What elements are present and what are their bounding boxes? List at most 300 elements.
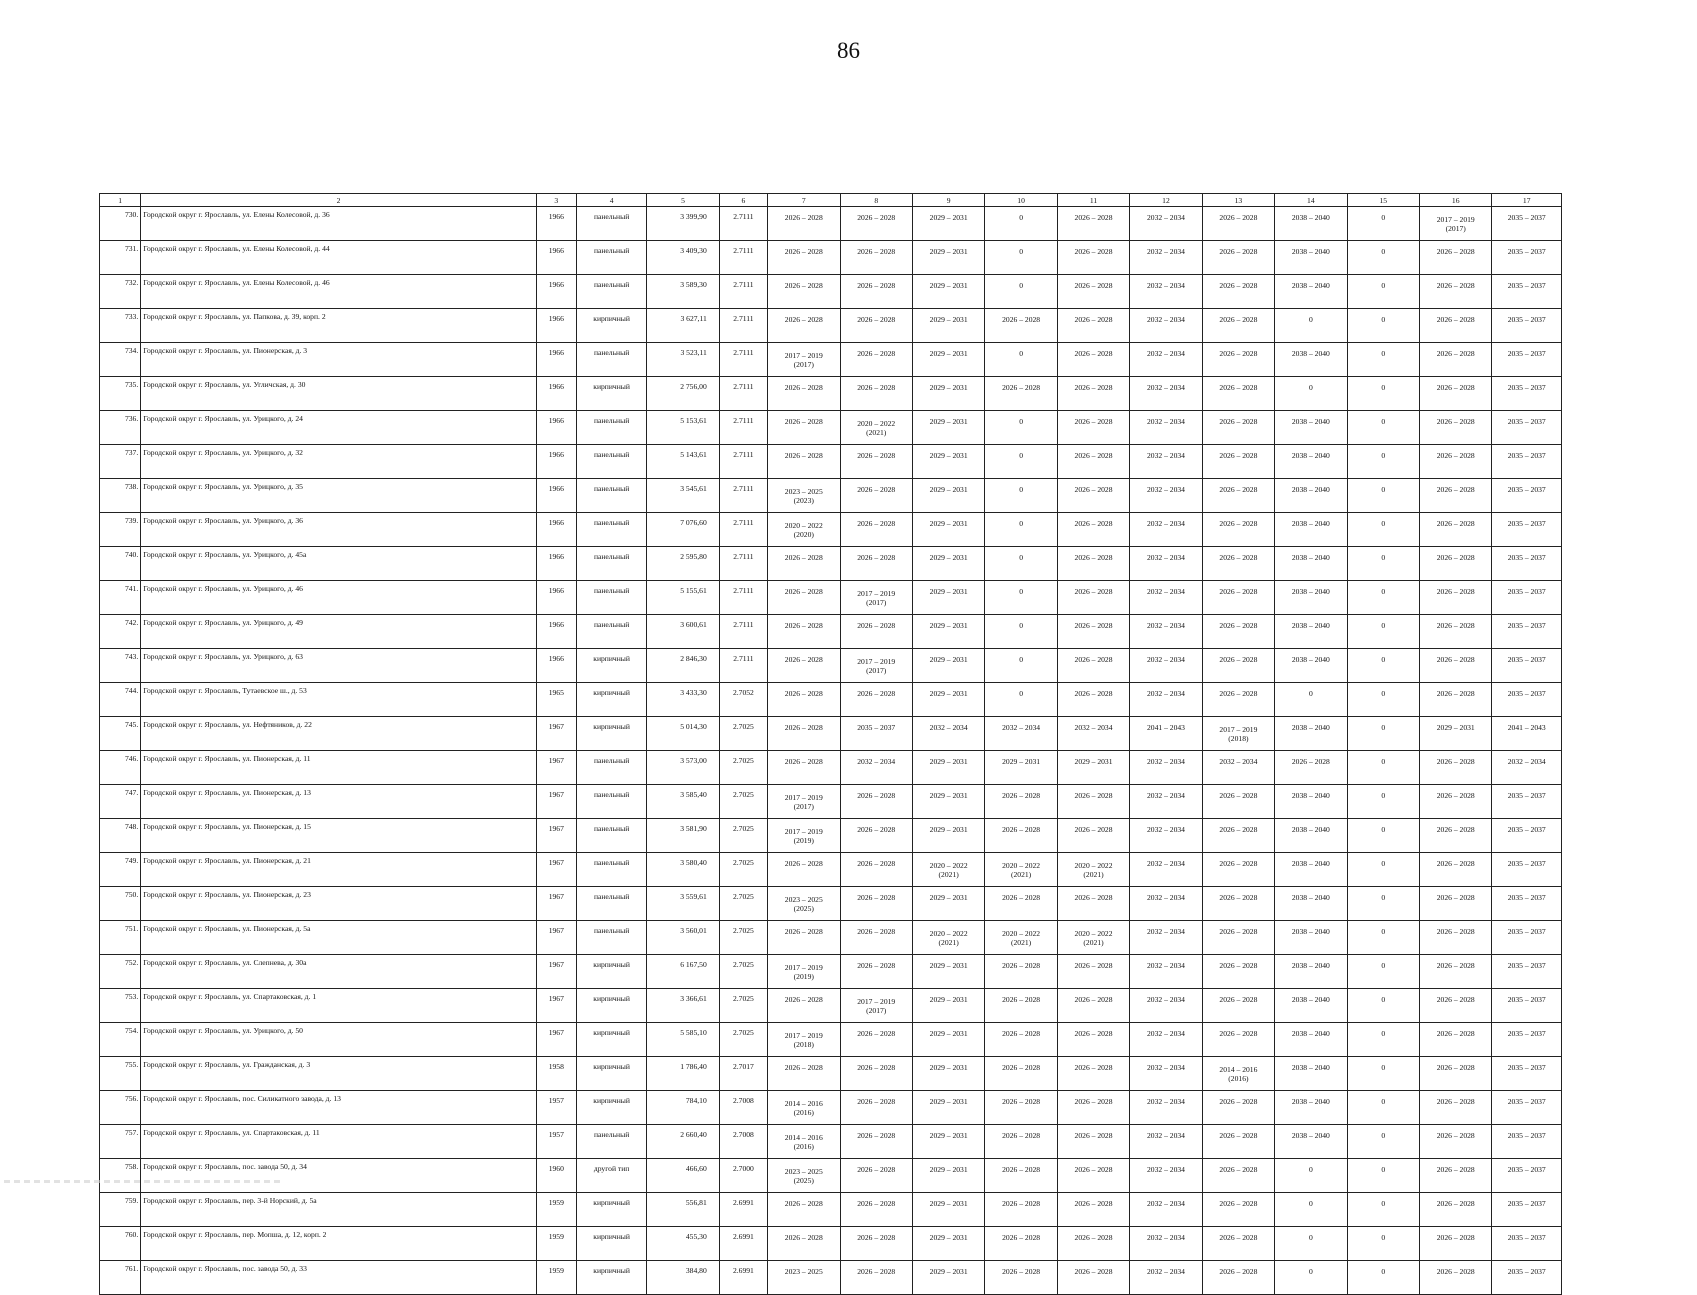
table-cell-col-3: 1966 [536, 275, 576, 309]
table-cell-col-13 [1202, 717, 1274, 751]
table-cell-col-10: 2026 – 2028 [985, 1261, 1057, 1295]
table-cell-col-15: 0 [1347, 1125, 1419, 1159]
table-cell-col-11: 2026 – 2028 [1057, 275, 1129, 309]
table-cell-col-1: 734. [100, 343, 141, 377]
table-cell-col-9: 2029 – 2031 [912, 683, 984, 717]
table-cell-col-9: 2029 – 2031 [912, 1091, 984, 1125]
table-cell-col-3: 1967 [536, 887, 576, 921]
table-row [100, 445, 1562, 479]
table-cell-col-13: 2026 – 2028 [1202, 615, 1274, 649]
table-cell-col-4: панельный [576, 615, 646, 649]
table-cell-col-15: 0 [1347, 751, 1419, 785]
table-row [100, 377, 1562, 411]
table-cell-col-5: 3 366,61 [647, 989, 719, 1023]
cell-actual-year: (2021) [1010, 869, 1032, 879]
table-cell-col-11: 2026 – 2028 [1057, 819, 1129, 853]
table-cell-col-3: 1966 [536, 479, 576, 513]
table-cell-col-9: 2029 – 2031 [912, 547, 984, 581]
table-cell-col-9: 2029 – 2031 [912, 445, 984, 479]
table-cell-col-5: 3 545,61 [647, 479, 719, 513]
table-cell-col-12: 2032 – 2034 [1130, 581, 1202, 615]
cell-period: 2023 – 2025 [784, 1166, 823, 1176]
table-cell-col-12: 2032 – 2034 [1130, 785, 1202, 819]
table-cell-col-8 [840, 411, 912, 445]
table-cell-col-5: 3 581,90 [647, 819, 719, 853]
table-cell-col-17: 2035 – 2037 [1492, 1193, 1562, 1227]
cell-actual-year: (2021) [1010, 937, 1032, 947]
table-cell-col-15: 0 [1347, 411, 1419, 445]
table-cell-col-4: кирпичный [576, 1057, 646, 1091]
column-header-14: 14 [1275, 194, 1347, 207]
table-cell-col-2: Городской округ г. Ярославль, ул. Урицкого, д. 50 [141, 1023, 536, 1057]
table-cell-col-4: панельный [576, 207, 646, 241]
table-cell-col-10: 2026 – 2028 [985, 309, 1057, 343]
table-cell-col-9: 2029 – 2031 [912, 513, 984, 547]
table-cell-col-12: 2032 – 2034 [1130, 513, 1202, 547]
table-cell-col-6: 2.7025 [719, 989, 767, 1023]
table-cell-col-6: 2.7025 [719, 785, 767, 819]
table-cell-col-13: 2026 – 2028 [1202, 921, 1274, 955]
table-cell-col-6: 2.7025 [719, 751, 767, 785]
table-cell-col-13 [1202, 1057, 1274, 1091]
table-row [100, 989, 1562, 1023]
table-cell-col-15: 0 [1347, 309, 1419, 343]
table-cell-col-1: 747. [100, 785, 141, 819]
table-cell-col-14: 2038 – 2040 [1275, 207, 1347, 241]
table-cell-col-11: 2026 – 2028 [1057, 207, 1129, 241]
table-cell-col-5: 3 409,30 [647, 241, 719, 275]
table-cell-col-11: 2032 – 2034 [1057, 717, 1129, 751]
table-cell-col-9: 2029 – 2031 [912, 887, 984, 921]
table-cell-col-1: 743. [100, 649, 141, 683]
table-row [100, 513, 1562, 547]
table-cell-col-4: панельный [576, 445, 646, 479]
table-cell-col-3: 1966 [536, 343, 576, 377]
column-header-12: 12 [1130, 194, 1202, 207]
table-cell-col-16: 2026 – 2028 [1420, 479, 1492, 513]
cell-period: 2023 – 2025 [784, 894, 823, 904]
table-cell-col-15: 0 [1347, 785, 1419, 819]
table-cell-col-4: другой тип [576, 1159, 646, 1193]
table-cell-col-9: 2029 – 2031 [912, 377, 984, 411]
table-cell-col-15: 0 [1347, 1261, 1419, 1295]
table-cell-col-17: 2035 – 2037 [1492, 207, 1562, 241]
table-row [100, 581, 1562, 615]
table-cell-col-10: 0 [985, 649, 1057, 683]
table-cell-col-3: 1966 [536, 445, 576, 479]
table-cell-col-6: 2.6991 [719, 1193, 767, 1227]
table-cell-col-17: 2035 – 2037 [1492, 1057, 1562, 1091]
table-cell-col-4: панельный [576, 751, 646, 785]
table-cell-col-8: 2026 – 2028 [840, 955, 912, 989]
table-cell-col-11: 2026 – 2028 [1057, 1193, 1129, 1227]
cell-period: 2020 – 2022 [1074, 928, 1113, 938]
table-cell-col-3: 1966 [536, 513, 576, 547]
column-header-9: 9 [912, 194, 984, 207]
table-cell-col-12: 2032 – 2034 [1130, 887, 1202, 921]
table-cell-col-2: Городской округ г. Ярославль, ул. Елены Колесовой, д. 44 [141, 241, 536, 275]
table-row [100, 819, 1562, 853]
table-cell-col-14: 2038 – 2040 [1275, 241, 1347, 275]
table-cell-col-14: 0 [1275, 1261, 1347, 1295]
table-cell-col-5: 3 627,11 [647, 309, 719, 343]
table-cell-col-13: 2026 – 2028 [1202, 1091, 1274, 1125]
table-row [100, 751, 1562, 785]
table-cell-col-1: 738. [100, 479, 141, 513]
table-cell-col-10: 2026 – 2028 [985, 1193, 1057, 1227]
table-cell-col-14: 2038 – 2040 [1275, 819, 1347, 853]
table-cell-col-4: панельный [576, 343, 646, 377]
table-cell-col-9: 2029 – 2031 [912, 1261, 984, 1295]
table-cell-col-6: 2.7025 [719, 819, 767, 853]
table-cell-col-7 [768, 1125, 840, 1159]
table-cell-col-6: 2.7111 [719, 547, 767, 581]
table-cell-col-14: 2038 – 2040 [1275, 921, 1347, 955]
table-cell-col-17: 2035 – 2037 [1492, 1023, 1562, 1057]
table-cell-col-5: 2 595,80 [647, 547, 719, 581]
table-row [100, 921, 1562, 955]
table-cell-col-12: 2032 – 2034 [1130, 343, 1202, 377]
table-row [100, 717, 1562, 751]
table-cell-col-11: 2026 – 2028 [1057, 887, 1129, 921]
table-cell-col-4: панельный [576, 921, 646, 955]
table-cell-col-14: 2038 – 2040 [1275, 513, 1347, 547]
table-cell-col-4: кирпичный [576, 649, 646, 683]
table-cell-col-9: 2029 – 2031 [912, 615, 984, 649]
table-row [100, 1023, 1562, 1057]
table-cell-col-12: 2032 – 2034 [1130, 1227, 1202, 1261]
table-cell-col-15: 0 [1347, 989, 1419, 1023]
table-cell-col-1: 761. [100, 1261, 141, 1295]
table-cell-col-7 [768, 887, 840, 921]
table-cell-col-17: 2035 – 2037 [1492, 547, 1562, 581]
table-cell-col-13: 2026 – 2028 [1202, 479, 1274, 513]
table-cell-col-11: 2026 – 2028 [1057, 343, 1129, 377]
table-cell-col-15: 0 [1347, 1159, 1419, 1193]
cell-actual-year: (2016) [1228, 1073, 1249, 1083]
table-cell-col-8: 2026 – 2028 [840, 887, 912, 921]
table-cell-col-13: 2026 – 2028 [1202, 1023, 1274, 1057]
cell-period: 2020 – 2022 [784, 520, 823, 530]
table-cell-col-5: 7 076,60 [647, 513, 719, 547]
table-cell-col-1: 733. [100, 309, 141, 343]
table-cell-col-13: 2032 – 2034 [1202, 751, 1274, 785]
table-cell-col-1: 741. [100, 581, 141, 615]
table-cell-col-13: 2026 – 2028 [1202, 1261, 1274, 1295]
table-cell-col-16: 2026 – 2028 [1420, 853, 1492, 887]
table-cell-col-9 [912, 853, 984, 887]
column-header-2: 2 [141, 194, 536, 207]
table-cell-col-7: 2026 – 2028 [768, 445, 840, 479]
table-cell-col-4: кирпичный [576, 989, 646, 1023]
table-cell-col-9: 2029 – 2031 [912, 343, 984, 377]
table-cell-col-15: 0 [1347, 445, 1419, 479]
table-cell-col-16: 2026 – 2028 [1420, 683, 1492, 717]
table-cell-col-1: 754. [100, 1023, 141, 1057]
table-cell-col-12: 2032 – 2034 [1130, 1091, 1202, 1125]
table-cell-col-8: 2026 – 2028 [840, 207, 912, 241]
column-header-17: 17 [1492, 194, 1562, 207]
table-cell-col-3: 1965 [536, 683, 576, 717]
table-cell-col-11: 2026 – 2028 [1057, 1261, 1129, 1295]
table-cell-col-13: 2026 – 2028 [1202, 547, 1274, 581]
table-cell-col-6: 2.7008 [719, 1091, 767, 1125]
table-cell-col-11: 2026 – 2028 [1057, 377, 1129, 411]
table-cell-col-16: 2026 – 2028 [1420, 751, 1492, 785]
table-cell-col-2: Городской округ г. Ярославль, ул. Пионерская, д. 21 [141, 853, 536, 887]
table-cell-col-15: 0 [1347, 1057, 1419, 1091]
table-cell-col-15: 0 [1347, 853, 1419, 887]
table-cell-col-7: 2026 – 2028 [768, 581, 840, 615]
table-cell-col-12: 2032 – 2034 [1130, 955, 1202, 989]
table-cell-col-1: 739. [100, 513, 141, 547]
table-cell-col-10 [985, 921, 1057, 955]
table-cell-col-6: 2.7025 [719, 921, 767, 955]
table-cell-col-17: 2035 – 2037 [1492, 819, 1562, 853]
table-cell-col-5: 384,80 [647, 1261, 719, 1295]
table-cell-col-8: 2026 – 2028 [840, 683, 912, 717]
table-cell-col-11: 2026 – 2028 [1057, 683, 1129, 717]
table-cell-col-8: 2026 – 2028 [840, 1261, 912, 1295]
table-row [100, 275, 1562, 309]
table-cell-col-5: 3 559,61 [647, 887, 719, 921]
table-cell-col-15: 0 [1347, 717, 1419, 751]
cell-period: 2020 – 2022 [1002, 860, 1041, 870]
table-cell-col-11 [1057, 921, 1129, 955]
table-cell-col-11: 2026 – 2028 [1057, 309, 1129, 343]
table-cell-col-2: Городской округ г. Ярославль, пос. Силикатного завода, д. 13 [141, 1091, 536, 1125]
table-cell-col-11: 2026 – 2028 [1057, 1057, 1129, 1091]
table-cell-col-13: 2026 – 2028 [1202, 513, 1274, 547]
table-cell-col-3: 1967 [536, 819, 576, 853]
table-cell-col-15: 0 [1347, 343, 1419, 377]
cell-actual-year: (2017) [866, 597, 887, 607]
table-cell-col-1: 751. [100, 921, 141, 955]
table-cell-col-11: 2026 – 2028 [1057, 1159, 1129, 1193]
table-cell-col-5: 6 167,50 [647, 955, 719, 989]
table-cell-col-12: 2032 – 2034 [1130, 309, 1202, 343]
table-cell-col-9: 2029 – 2031 [912, 955, 984, 989]
table-cell-col-10: 2032 – 2034 [985, 717, 1057, 751]
table-cell-col-15: 0 [1347, 1227, 1419, 1261]
table-cell-col-15: 0 [1347, 513, 1419, 547]
table-cell-col-7: 2026 – 2028 [768, 241, 840, 275]
table-cell-col-17: 2035 – 2037 [1492, 275, 1562, 309]
table-cell-col-13: 2026 – 2028 [1202, 785, 1274, 819]
column-header-3: 3 [536, 194, 576, 207]
table-cell-col-10: 0 [985, 411, 1057, 445]
table-cell-col-1: 731. [100, 241, 141, 275]
table-cell-col-7 [768, 479, 840, 513]
table-cell-col-12: 2032 – 2034 [1130, 411, 1202, 445]
table-cell-col-16: 2026 – 2028 [1420, 445, 1492, 479]
table-cell-col-5: 3 589,30 [647, 275, 719, 309]
table-cell-col-10: 2026 – 2028 [985, 377, 1057, 411]
table-cell-col-14: 0 [1275, 1193, 1347, 1227]
table-cell-col-15: 0 [1347, 1023, 1419, 1057]
table-cell-col-15: 0 [1347, 479, 1419, 513]
table-cell-col-10: 2026 – 2028 [985, 955, 1057, 989]
table-cell-col-11: 2026 – 2028 [1057, 989, 1129, 1023]
table-cell-col-15: 0 [1347, 207, 1419, 241]
table-cell-col-13: 2026 – 2028 [1202, 683, 1274, 717]
table-cell-col-8: 2026 – 2028 [840, 241, 912, 275]
table-cell-col-16: 2026 – 2028 [1420, 1227, 1492, 1261]
table-cell-col-11: 2026 – 2028 [1057, 1125, 1129, 1159]
table-row [100, 411, 1562, 445]
page-number: 86 [837, 38, 860, 63]
table-cell-col-9: 2029 – 2031 [912, 649, 984, 683]
table-cell-col-3: 1966 [536, 411, 576, 445]
table-cell-col-17: 2035 – 2037 [1492, 343, 1562, 377]
table-cell-col-6: 2.7111 [719, 615, 767, 649]
table-cell-col-6: 2.7111 [719, 581, 767, 615]
table-cell-col-7: 2026 – 2028 [768, 989, 840, 1023]
table-cell-col-14: 0 [1275, 309, 1347, 343]
table-cell-col-8: 2026 – 2028 [840, 445, 912, 479]
table-cell-col-9: 2029 – 2031 [912, 1023, 984, 1057]
table-cell-col-8: 2026 – 2028 [840, 1159, 912, 1193]
table-cell-col-5: 455,30 [647, 1227, 719, 1261]
table-cell-col-16: 2026 – 2028 [1420, 785, 1492, 819]
table-cell-col-11: 2026 – 2028 [1057, 513, 1129, 547]
table-cell-col-10: 2026 – 2028 [985, 1227, 1057, 1261]
table-cell-col-4: панельный [576, 411, 646, 445]
table-cell-col-8: 2026 – 2028 [840, 309, 912, 343]
table-cell-col-10: 2026 – 2028 [985, 1023, 1057, 1057]
table-cell-col-17: 2035 – 2037 [1492, 377, 1562, 411]
cell-period: 2017 – 2019 [784, 826, 823, 836]
table-cell-col-4: панельный [576, 547, 646, 581]
table-cell-col-8: 2026 – 2028 [840, 853, 912, 887]
table-cell-col-7: 2026 – 2028 [768, 207, 840, 241]
table-cell-col-16 [1420, 207, 1492, 241]
table-cell-col-13: 2026 – 2028 [1202, 1159, 1274, 1193]
table-cell-col-5: 3 523,11 [647, 343, 719, 377]
table-cell-col-10: 0 [985, 275, 1057, 309]
table-cell-col-1: 759. [100, 1193, 141, 1227]
table-cell-col-13: 2026 – 2028 [1202, 955, 1274, 989]
table-cell-col-12: 2032 – 2034 [1130, 1125, 1202, 1159]
table-cell-col-16: 2026 – 2028 [1420, 1261, 1492, 1295]
table-cell-col-3: 1967 [536, 751, 576, 785]
cell-actual-year: (2021) [938, 937, 959, 947]
table-cell-col-16: 2026 – 2028 [1420, 989, 1492, 1023]
cell-actual-year: (2016) [793, 1107, 814, 1117]
cell-actual-year: (2021) [866, 427, 887, 437]
table-cell-col-16: 2026 – 2028 [1420, 1091, 1492, 1125]
table-cell-col-4: панельный [576, 275, 646, 309]
table-cell-col-6: 2.7111 [719, 207, 767, 241]
table-cell-col-8: 2026 – 2028 [840, 377, 912, 411]
table-cell-col-6: 2.7111 [719, 445, 767, 479]
table-cell-col-13: 2026 – 2028 [1202, 207, 1274, 241]
table-cell-col-3: 1966 [536, 649, 576, 683]
cell-period: 2014 – 2016 [1219, 1064, 1258, 1074]
table-cell-col-8: 2026 – 2028 [840, 1057, 912, 1091]
table-cell-col-16: 2026 – 2028 [1420, 1057, 1492, 1091]
table-cell-col-6: 2.6991 [719, 1227, 767, 1261]
table-cell-col-10: 0 [985, 241, 1057, 275]
table-cell-col-1: 744. [100, 683, 141, 717]
table-cell-col-7: 2026 – 2028 [768, 411, 840, 445]
cell-actual-year: (2017) [793, 801, 814, 811]
table-cell-col-8: 2026 – 2028 [840, 275, 912, 309]
scan-artifact [4, 1180, 284, 1183]
table-cell-col-2: Городской округ г. Ярославль, ул. Спартаковская, д. 11 [141, 1125, 536, 1159]
table-cell-col-9: 2029 – 2031 [912, 751, 984, 785]
table-row [100, 1057, 1562, 1091]
table-cell-col-8: 2026 – 2028 [840, 479, 912, 513]
table-cell-col-14: 2038 – 2040 [1275, 445, 1347, 479]
table-cell-col-14: 2038 – 2040 [1275, 343, 1347, 377]
table-cell-col-10: 2026 – 2028 [985, 819, 1057, 853]
table-row [100, 207, 1562, 241]
table-cell-col-10: 0 [985, 581, 1057, 615]
table-cell-col-8: 2026 – 2028 [840, 819, 912, 853]
table-cell-col-11: 2026 – 2028 [1057, 649, 1129, 683]
table-cell-col-10: 0 [985, 547, 1057, 581]
table-cell-col-3: 1966 [536, 547, 576, 581]
table-cell-col-3: 1967 [536, 955, 576, 989]
table-cell-col-16: 2026 – 2028 [1420, 1159, 1492, 1193]
column-header-5: 5 [647, 194, 719, 207]
table-cell-col-3: 1957 [536, 1125, 576, 1159]
table-cell-col-8: 2026 – 2028 [840, 1091, 912, 1125]
table-cell-col-5: 5 143,61 [647, 445, 719, 479]
table-cell-col-9: 2029 – 2031 [912, 785, 984, 819]
table-cell-col-4: кирпичный [576, 955, 646, 989]
table-cell-col-8: 2026 – 2028 [840, 343, 912, 377]
table-cell-col-5: 556,81 [647, 1193, 719, 1227]
table-cell-col-16: 2026 – 2028 [1420, 887, 1492, 921]
column-header-10: 10 [985, 194, 1057, 207]
column-header-4: 4 [576, 194, 646, 207]
table-cell-col-1: 742. [100, 615, 141, 649]
cell-actual-year: (2018) [793, 1039, 814, 1049]
table-cell-col-12: 2032 – 2034 [1130, 989, 1202, 1023]
table-cell-col-5: 784,10 [647, 1091, 719, 1125]
table-cell-col-10: 2029 – 2031 [985, 751, 1057, 785]
table-cell-col-4: панельный [576, 479, 646, 513]
table-cell-col-5: 5 153,61 [647, 411, 719, 445]
table-cell-col-8 [840, 649, 912, 683]
table-cell-col-1: 746. [100, 751, 141, 785]
table-cell-col-2: Городской округ г. Ярославль, ул. Пионерская, д. 15 [141, 819, 536, 853]
table-cell-col-5: 2 660,40 [647, 1125, 719, 1159]
table-cell-col-16: 2026 – 2028 [1420, 377, 1492, 411]
table-cell-col-2: Городской округ г. Ярославль, Тутаевское ш., д. 53 [141, 683, 536, 717]
table-cell-col-12: 2032 – 2034 [1130, 1261, 1202, 1295]
table-cell-col-3: 1960 [536, 1159, 576, 1193]
table-cell-col-6: 2.7025 [719, 955, 767, 989]
column-header-11: 11 [1057, 194, 1129, 207]
table-cell-col-2: Городской округ г. Ярославль, пер. 3-й Норский, д. 5а [141, 1193, 536, 1227]
table-cell-col-14: 2038 – 2040 [1275, 853, 1347, 887]
table-cell-col-5: 2 846,30 [647, 649, 719, 683]
table-cell-col-11: 2026 – 2028 [1057, 615, 1129, 649]
table-cell-col-12: 2032 – 2034 [1130, 853, 1202, 887]
table-cell-col-14: 2038 – 2040 [1275, 1091, 1347, 1125]
cell-actual-year: (2018) [1228, 733, 1249, 743]
table-cell-col-17: 2035 – 2037 [1492, 581, 1562, 615]
table-cell-col-2: Городской округ г. Ярославль, пос. завода 50, д. 34 [141, 1159, 536, 1193]
table-cell-col-11: 2026 – 2028 [1057, 1023, 1129, 1057]
table-cell-col-9: 2029 – 2031 [912, 241, 984, 275]
table-cell-col-7: 2026 – 2028 [768, 1227, 840, 1261]
cell-actual-year: (2017) [1445, 223, 1466, 233]
table-cell-col-16: 2026 – 2028 [1420, 1125, 1492, 1159]
